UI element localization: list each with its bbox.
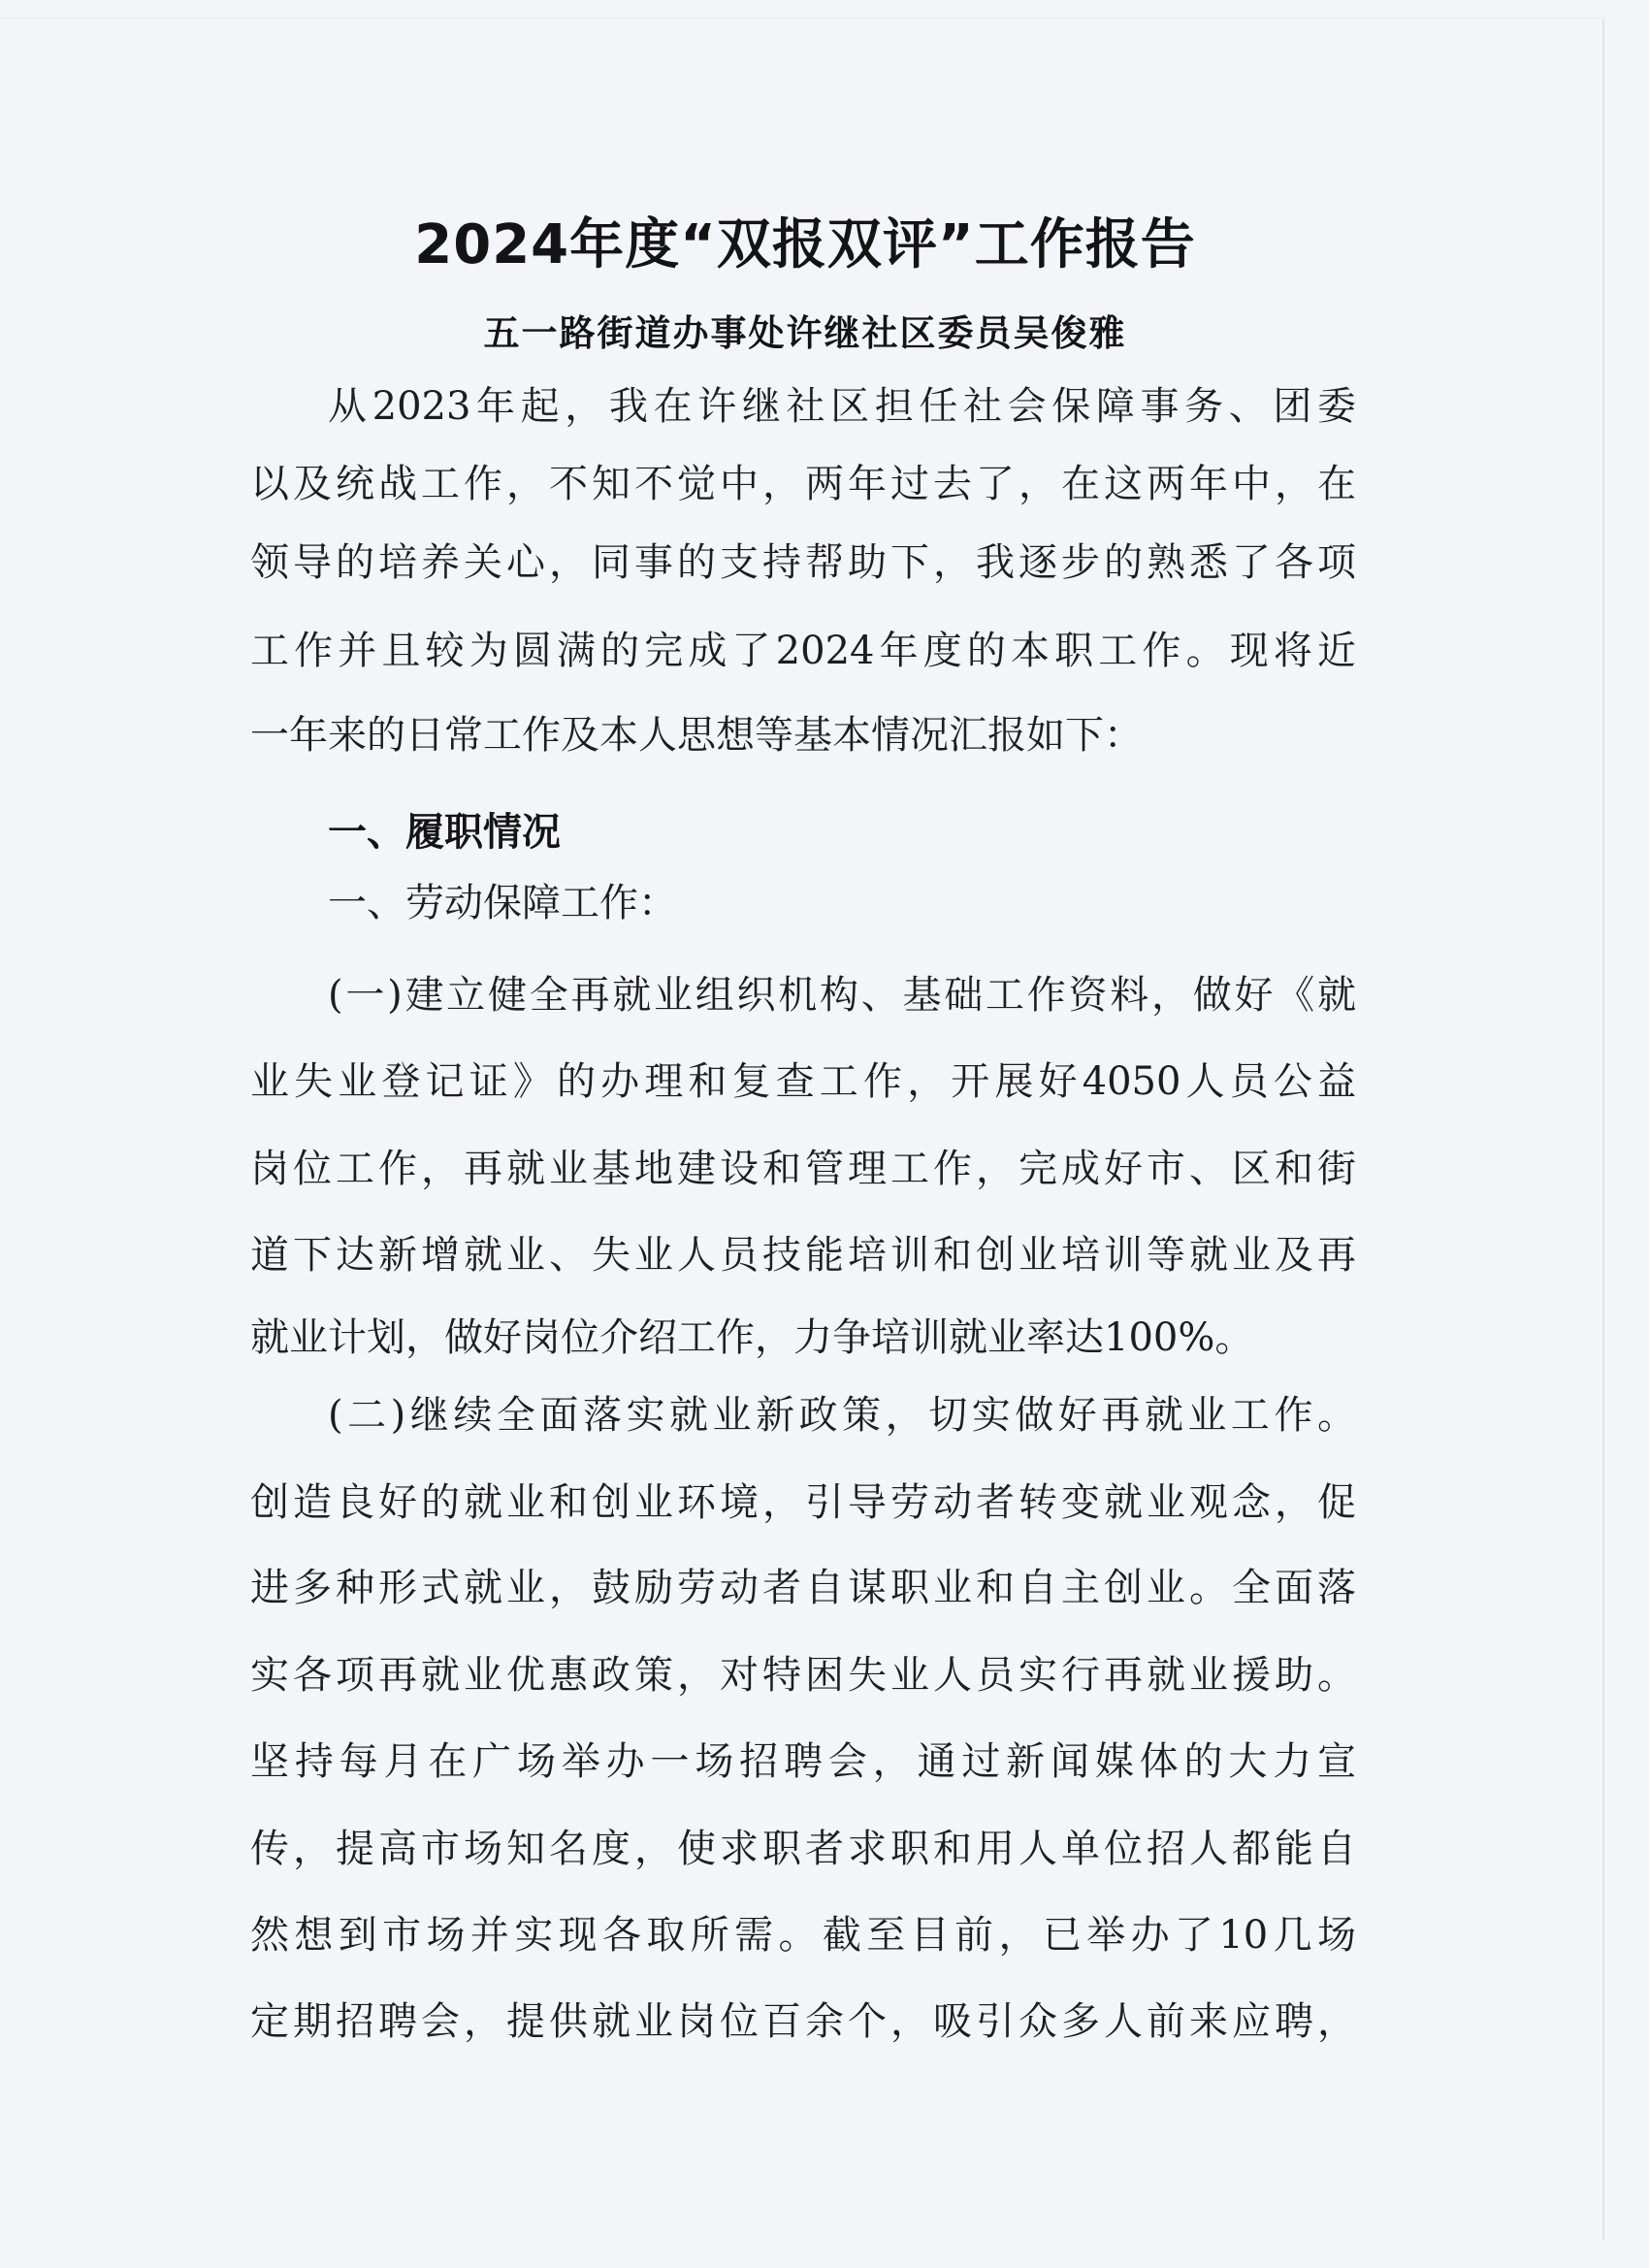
paragraph-line: (二)继续全面落实就业新政策，切实做好再就业工作。 [328,1393,1356,1438]
paragraph-line: (一)建立健全再就业组织机构、基础工作资料，做好《就 [328,973,1356,1018]
paragraph-line: 就业计划，做好岗位介绍工作，力争培训就业率达100%。 [250,1315,1254,1360]
section-heading: 一、履职情况 [328,810,561,855]
paragraph-line: 业失业登记证》的办理和复查工作，开展好4050人员公益 [250,1059,1356,1104]
paragraph-line: 然想到市场并实现各取所需。截至目前，已举办了10几场 [250,1913,1356,1958]
paragraph-line: 从2023年起，我在许继社区担任社会保障事务、团委 [328,384,1356,429]
paragraph-line: 岗位工作，再就业基地建设和管理工作，完成好市、区和街 [250,1147,1356,1191]
paragraph-line: 工作并且较为圆满的完成了2024年度的本职工作。现将近 [250,629,1356,673]
document-title: 2024年度“双报双评”工作报告 [414,213,1196,276]
paragraph-line: 道下达新增就业、失业人员技能培训和创业培训等就业及再 [250,1233,1356,1278]
paragraph-line: 创造良好的就业和创业环境，引导劳动者转变就业观念，促 [250,1480,1356,1525]
paragraph-line: 定期招聘会，提供就业岗位百余个，吸引众多人前来应聘， [250,1999,1356,2044]
paragraph-line: 领导的培养关心，同事的支持帮助下，我逐步的熟悉了各项 [250,540,1356,585]
document-subtitle: 五一路街道办事处许继社区委员吴俊雅 [483,311,1127,354]
paragraph-line: 坚持每月在广场举办一场招聘会，通过新闻媒体的大力宣 [250,1739,1356,1784]
paragraph-line: 进多种形式就业，鼓励劳动者自谋职业和自主创业。全面落 [250,1566,1356,1610]
paragraph-line: 一年来的日常工作及本人思想等基本情况汇报如下： [250,713,1143,758]
paragraph-line: 传，提高市场知名度，使求职者求职和用人单位招人都能自 [250,1827,1356,1871]
subsection-heading: 一、劳动保障工作： [328,881,677,925]
paragraph-line: 实各项再就业优惠政策，对特困失业人员实行再就业援助。 [250,1653,1356,1698]
paragraph-line: 以及统战工作，不知不觉中，两年过去了，在这两年中，在 [250,462,1356,506]
